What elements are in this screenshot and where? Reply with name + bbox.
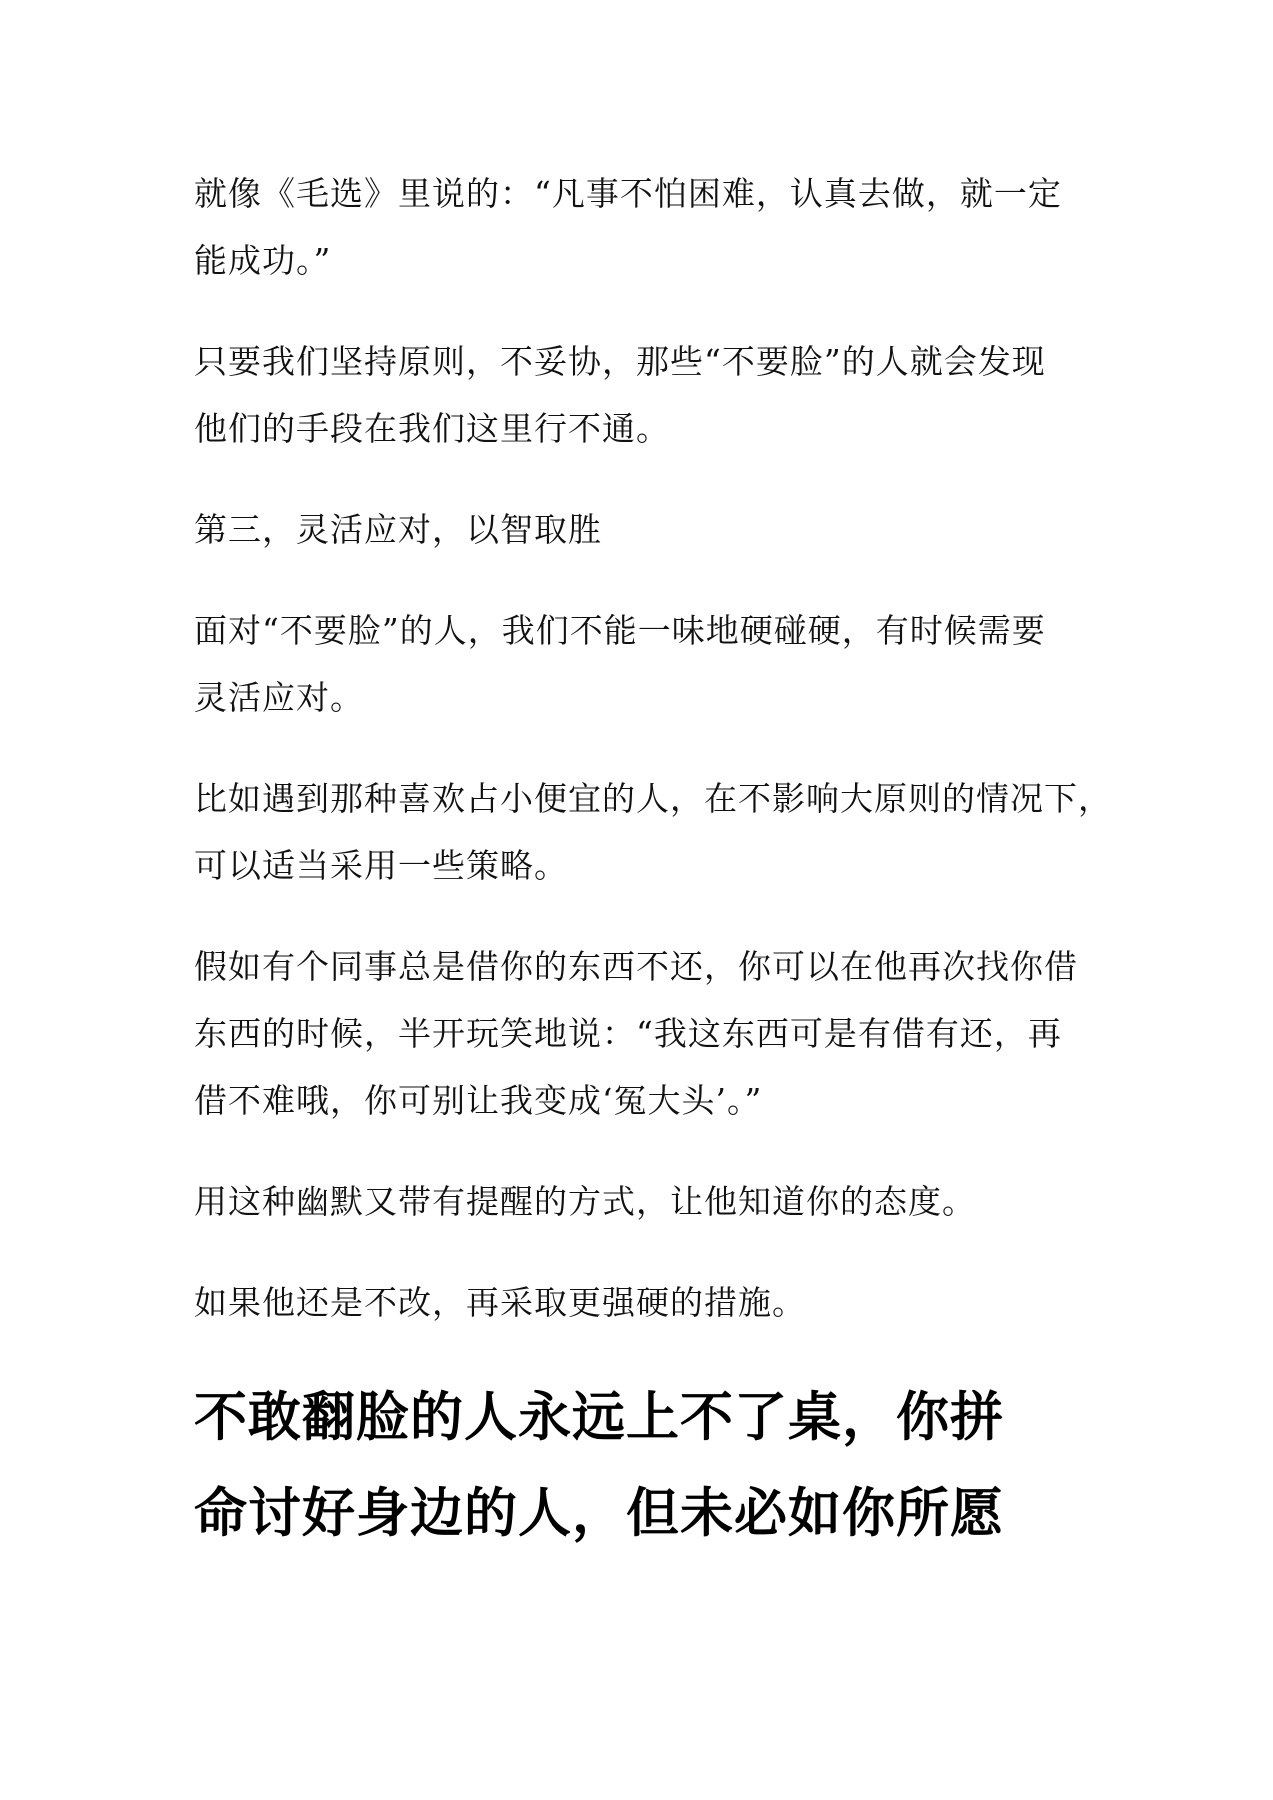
paragraph-petty-advantage xyxy=(194,765,1112,899)
section-subheading-third xyxy=(194,496,1094,563)
text-line: 就像《毛选》里说的：“凡事不怕困难，认真去做，就一定 xyxy=(194,174,1062,213)
text-line: 如果他还是不改，再采取更强硬的措施。 xyxy=(194,1283,806,1322)
text-line: 用这种幽默又带有提醒的方式，让他知道你的态度。 xyxy=(194,1182,976,1221)
section-heading xyxy=(194,1370,1094,1562)
text-line: 第三，灵活应对，以智取胜 xyxy=(194,510,602,549)
text-line: 比如遇到那种喜欢占小便宜的人，在不影响大原则的情况下， xyxy=(194,779,1112,818)
paragraph-stick-to-principles xyxy=(194,328,1094,462)
text-line: 面对“不要脸”的人，我们不能一味地硬碰硬，有时候需要 xyxy=(194,611,1046,650)
heading-line: 命讨好身边的人，但未必如你所愿 xyxy=(194,1483,1004,1544)
text-line: 他们的手段在我们这里行不通。 xyxy=(194,409,670,448)
text-line: 借不难哦，你可别让我变成‘冤大头’。” xyxy=(194,1081,763,1120)
paragraph-mao-quote xyxy=(194,160,1094,294)
text-line: 东西的时候，半开玩笑地说：“我这东西可是有借有还，再 xyxy=(194,1014,1062,1053)
paragraph-humor-reminder xyxy=(194,1168,1094,1235)
text-line: 可以适当采用一些策略。 xyxy=(194,846,568,885)
text-line: 灵活应对。 xyxy=(194,678,364,717)
article-body xyxy=(194,160,1112,1562)
text-line: 假如有个同事总是借你的东西不还，你可以在他再次找你借 xyxy=(194,947,1078,986)
paragraph-stronger-measures xyxy=(194,1269,1094,1336)
text-line: 能成功。” xyxy=(194,241,332,280)
paragraph-coworker-example xyxy=(194,933,1094,1134)
heading-line: 不敢翻脸的人永远上不了桌，你拼 xyxy=(194,1387,1004,1448)
text-line: 只要我们坚持原则，不妥协，那些“不要脸”的人就会发现 xyxy=(194,342,1046,381)
paragraph-flexible-response xyxy=(194,597,1094,731)
